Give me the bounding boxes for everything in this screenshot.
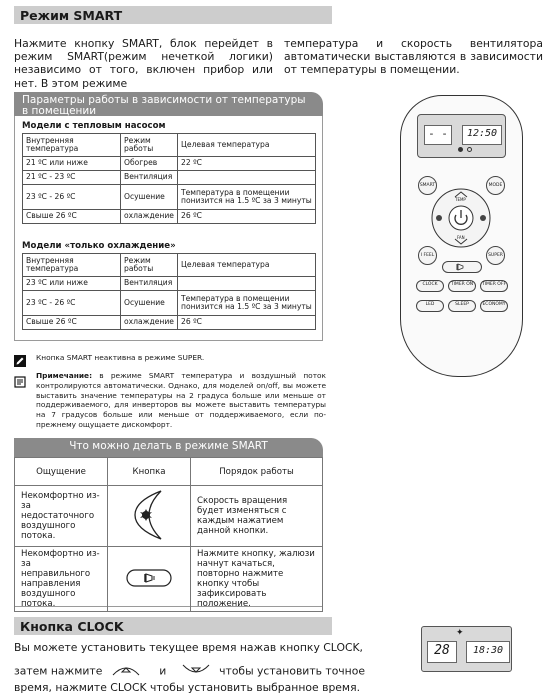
table-row bbox=[23, 277, 316, 291]
down-arrow-icon bbox=[182, 664, 210, 679]
clock-remote-button[interactable]: CLOCK bbox=[416, 280, 444, 292]
table-cell: 21 ºC или ниже bbox=[23, 157, 121, 171]
primechanie-note bbox=[36, 371, 326, 430]
mode-remote-button[interactable]: MODE bbox=[486, 176, 505, 195]
table-cell: Вентиляция bbox=[121, 171, 178, 185]
super-note: Кнопка SMART неактивна в режиме SUPER. bbox=[36, 353, 205, 362]
table-row bbox=[23, 210, 316, 224]
table-cell bbox=[178, 171, 316, 185]
table-cell: Осушение bbox=[121, 185, 178, 210]
swing-remote-button[interactable] bbox=[442, 261, 482, 273]
heat-pump-table bbox=[22, 133, 316, 224]
clock-lcd bbox=[421, 626, 512, 672]
pencil-icon bbox=[14, 352, 26, 364]
table-row bbox=[23, 316, 316, 330]
table-cell: Свыше 26 ºC bbox=[23, 210, 121, 224]
table-header-cell: Ощущение bbox=[15, 458, 108, 486]
table-header-cell: Целевая температура bbox=[178, 134, 316, 157]
table-cell bbox=[178, 277, 316, 291]
primechanie-label: Примечание: bbox=[36, 371, 93, 380]
table-cell: 21 ºC - 23 ºC bbox=[23, 171, 121, 185]
table-header-cell: Внутренняя температура bbox=[23, 134, 121, 157]
temp-label: TEMP bbox=[455, 197, 466, 202]
section-title-smart: Режим SMART bbox=[20, 8, 123, 23]
swing-button-cell bbox=[108, 547, 191, 612]
table-header-cell: Режим работы bbox=[121, 134, 178, 157]
fan-indicator-icon: ✦ bbox=[456, 628, 464, 638]
heat-pump-subtitle: Модели с тепловым насосом bbox=[22, 121, 166, 131]
indicator-dot bbox=[458, 147, 463, 152]
remote-lcd-time: 12:50 bbox=[462, 125, 502, 145]
timer-off-remote-button[interactable]: TIMER OFF bbox=[480, 280, 508, 292]
table-header-cell: Кнопка bbox=[108, 458, 191, 486]
clock-line-1: Вы можете установить текущее время нажав кнопку CLOCK, bbox=[14, 641, 363, 654]
super-remote-button[interactable]: SUPER bbox=[486, 246, 505, 265]
smart-remote-button[interactable]: SMART bbox=[418, 176, 437, 195]
fan-label: FAN bbox=[457, 235, 465, 240]
section-title-clock: Кнопка CLOCK bbox=[20, 619, 124, 634]
primechanie-text: в режиме SMART температура и воздушный поток контролируются автоматически. Однако, для моделей on/off, вы можете выставить значение температуры на 2 градуса больше или меньше от поддерживаемого, для инверторов вы можете выставить температуры на 7 градусов больше или меньше от поддерживаемого, если по-прежнему ощущаете дискомфорт. bbox=[36, 371, 326, 429]
table-cell: Свыше 26 ºC bbox=[23, 316, 121, 330]
section-header-smart bbox=[14, 6, 332, 24]
fan-button-cell bbox=[108, 486, 191, 547]
clock-line-2c: чтобы установить точное bbox=[219, 664, 365, 678]
timer-on-remote-button[interactable]: TIMER ON bbox=[448, 280, 476, 292]
table-header-row bbox=[23, 254, 316, 277]
ifeel-remote-button[interactable]: I FEEL bbox=[418, 246, 437, 265]
clock-line-2 bbox=[14, 664, 365, 679]
fan-button-icon bbox=[131, 489, 167, 544]
table-row bbox=[23, 291, 316, 316]
led-remote-button[interactable]: LED bbox=[416, 300, 444, 312]
table-cell: Осушение bbox=[121, 291, 178, 316]
smart-paragraph-right: температура и скорость вентилятора автоматически выставляются в зависимости от температуры в помещении. bbox=[284, 37, 543, 77]
feeling-cell: Некомфортно из-за неправильного направления воздушного потока. bbox=[15, 547, 108, 612]
table-row bbox=[23, 157, 316, 171]
table-header-row bbox=[15, 458, 323, 486]
table-header-cell: Порядок работы bbox=[191, 458, 323, 486]
table-cell: Обогрев bbox=[121, 157, 178, 171]
economy-remote-button[interactable]: ECONOMY bbox=[480, 300, 508, 312]
table-cell: 23 ºC - 26 ºC bbox=[23, 185, 121, 210]
table-header-cell: Режим работы bbox=[121, 254, 178, 277]
indicator-dot bbox=[467, 147, 472, 152]
table-cell: 23 ºC или ниже bbox=[23, 277, 121, 291]
note-icon bbox=[14, 373, 26, 385]
clock-lcd-time: 18:30 bbox=[466, 641, 510, 663]
table-cell: Вентиляция bbox=[121, 277, 178, 291]
remote-lcd bbox=[417, 114, 506, 158]
clock-line-2b: и bbox=[159, 664, 167, 678]
cooling-only-subtitle: Модели «только охлаждение» bbox=[22, 241, 176, 251]
params-panel-title: Параметры работы в зависимости от температуры в помещении bbox=[22, 94, 306, 117]
what-panel-title: Что можно делать в режиме SMART bbox=[69, 440, 268, 452]
table-cell: охлаждение bbox=[121, 316, 178, 330]
cooling-only-table bbox=[22, 253, 316, 330]
action-cell: Нажмите кнопку, жалюзи начнут качаться, повторно нажмите кнопку чтобы зафиксировать положение. bbox=[191, 547, 323, 612]
action-cell: Скорость вращения будет изменяться с каждым нажатием данной кнопки. bbox=[191, 486, 323, 547]
section-header-clock bbox=[14, 617, 332, 635]
table-row bbox=[23, 185, 316, 210]
clock-lcd-temp: 28 bbox=[427, 641, 457, 663]
sleep-remote-button[interactable]: SLEEP bbox=[448, 300, 476, 312]
table-row bbox=[15, 486, 323, 547]
remote-lcd-temp: - - bbox=[424, 125, 452, 145]
params-panel-header bbox=[14, 92, 323, 116]
table-row bbox=[23, 171, 316, 185]
table-header-cell: Внутренняя температура bbox=[23, 254, 121, 277]
table-row bbox=[15, 547, 323, 612]
what-table bbox=[14, 457, 323, 612]
table-cell: 22 ºC bbox=[178, 157, 316, 171]
smart-paragraph-left: Нажмите кнопку SMART, блок перейдет в режим SMART(режим нечеткой логики) независимо от того, включен прибор или нет. В этом режиме bbox=[14, 37, 273, 90]
table-header-row bbox=[23, 134, 316, 157]
table-cell: 23 ºC - 26 ºC bbox=[23, 291, 121, 316]
table-cell: охлаждение bbox=[121, 210, 178, 224]
what-panel-header bbox=[14, 438, 323, 457]
clock-line-2a: затем нажмите bbox=[14, 664, 103, 678]
feeling-cell: Некомфортно из-за недостаточного воздушного потока. bbox=[15, 486, 108, 547]
table-cell: Температура в помещении понизится на 1.5 ºC за 3 минуты bbox=[178, 185, 316, 210]
table-cell: Температура в помещении понизится на 1.5 ºC за 3 минуты bbox=[178, 291, 316, 316]
swing-button-icon bbox=[126, 569, 172, 590]
up-arrow-icon bbox=[112, 664, 140, 679]
table-header-cell: Целевая температура bbox=[178, 254, 316, 277]
table-cell: 26 ºC bbox=[178, 316, 316, 330]
table-cell: 26 ºC bbox=[178, 210, 316, 224]
clock-line-3: время, нажмите CLOCK чтобы установить выбранное время. bbox=[14, 681, 361, 694]
